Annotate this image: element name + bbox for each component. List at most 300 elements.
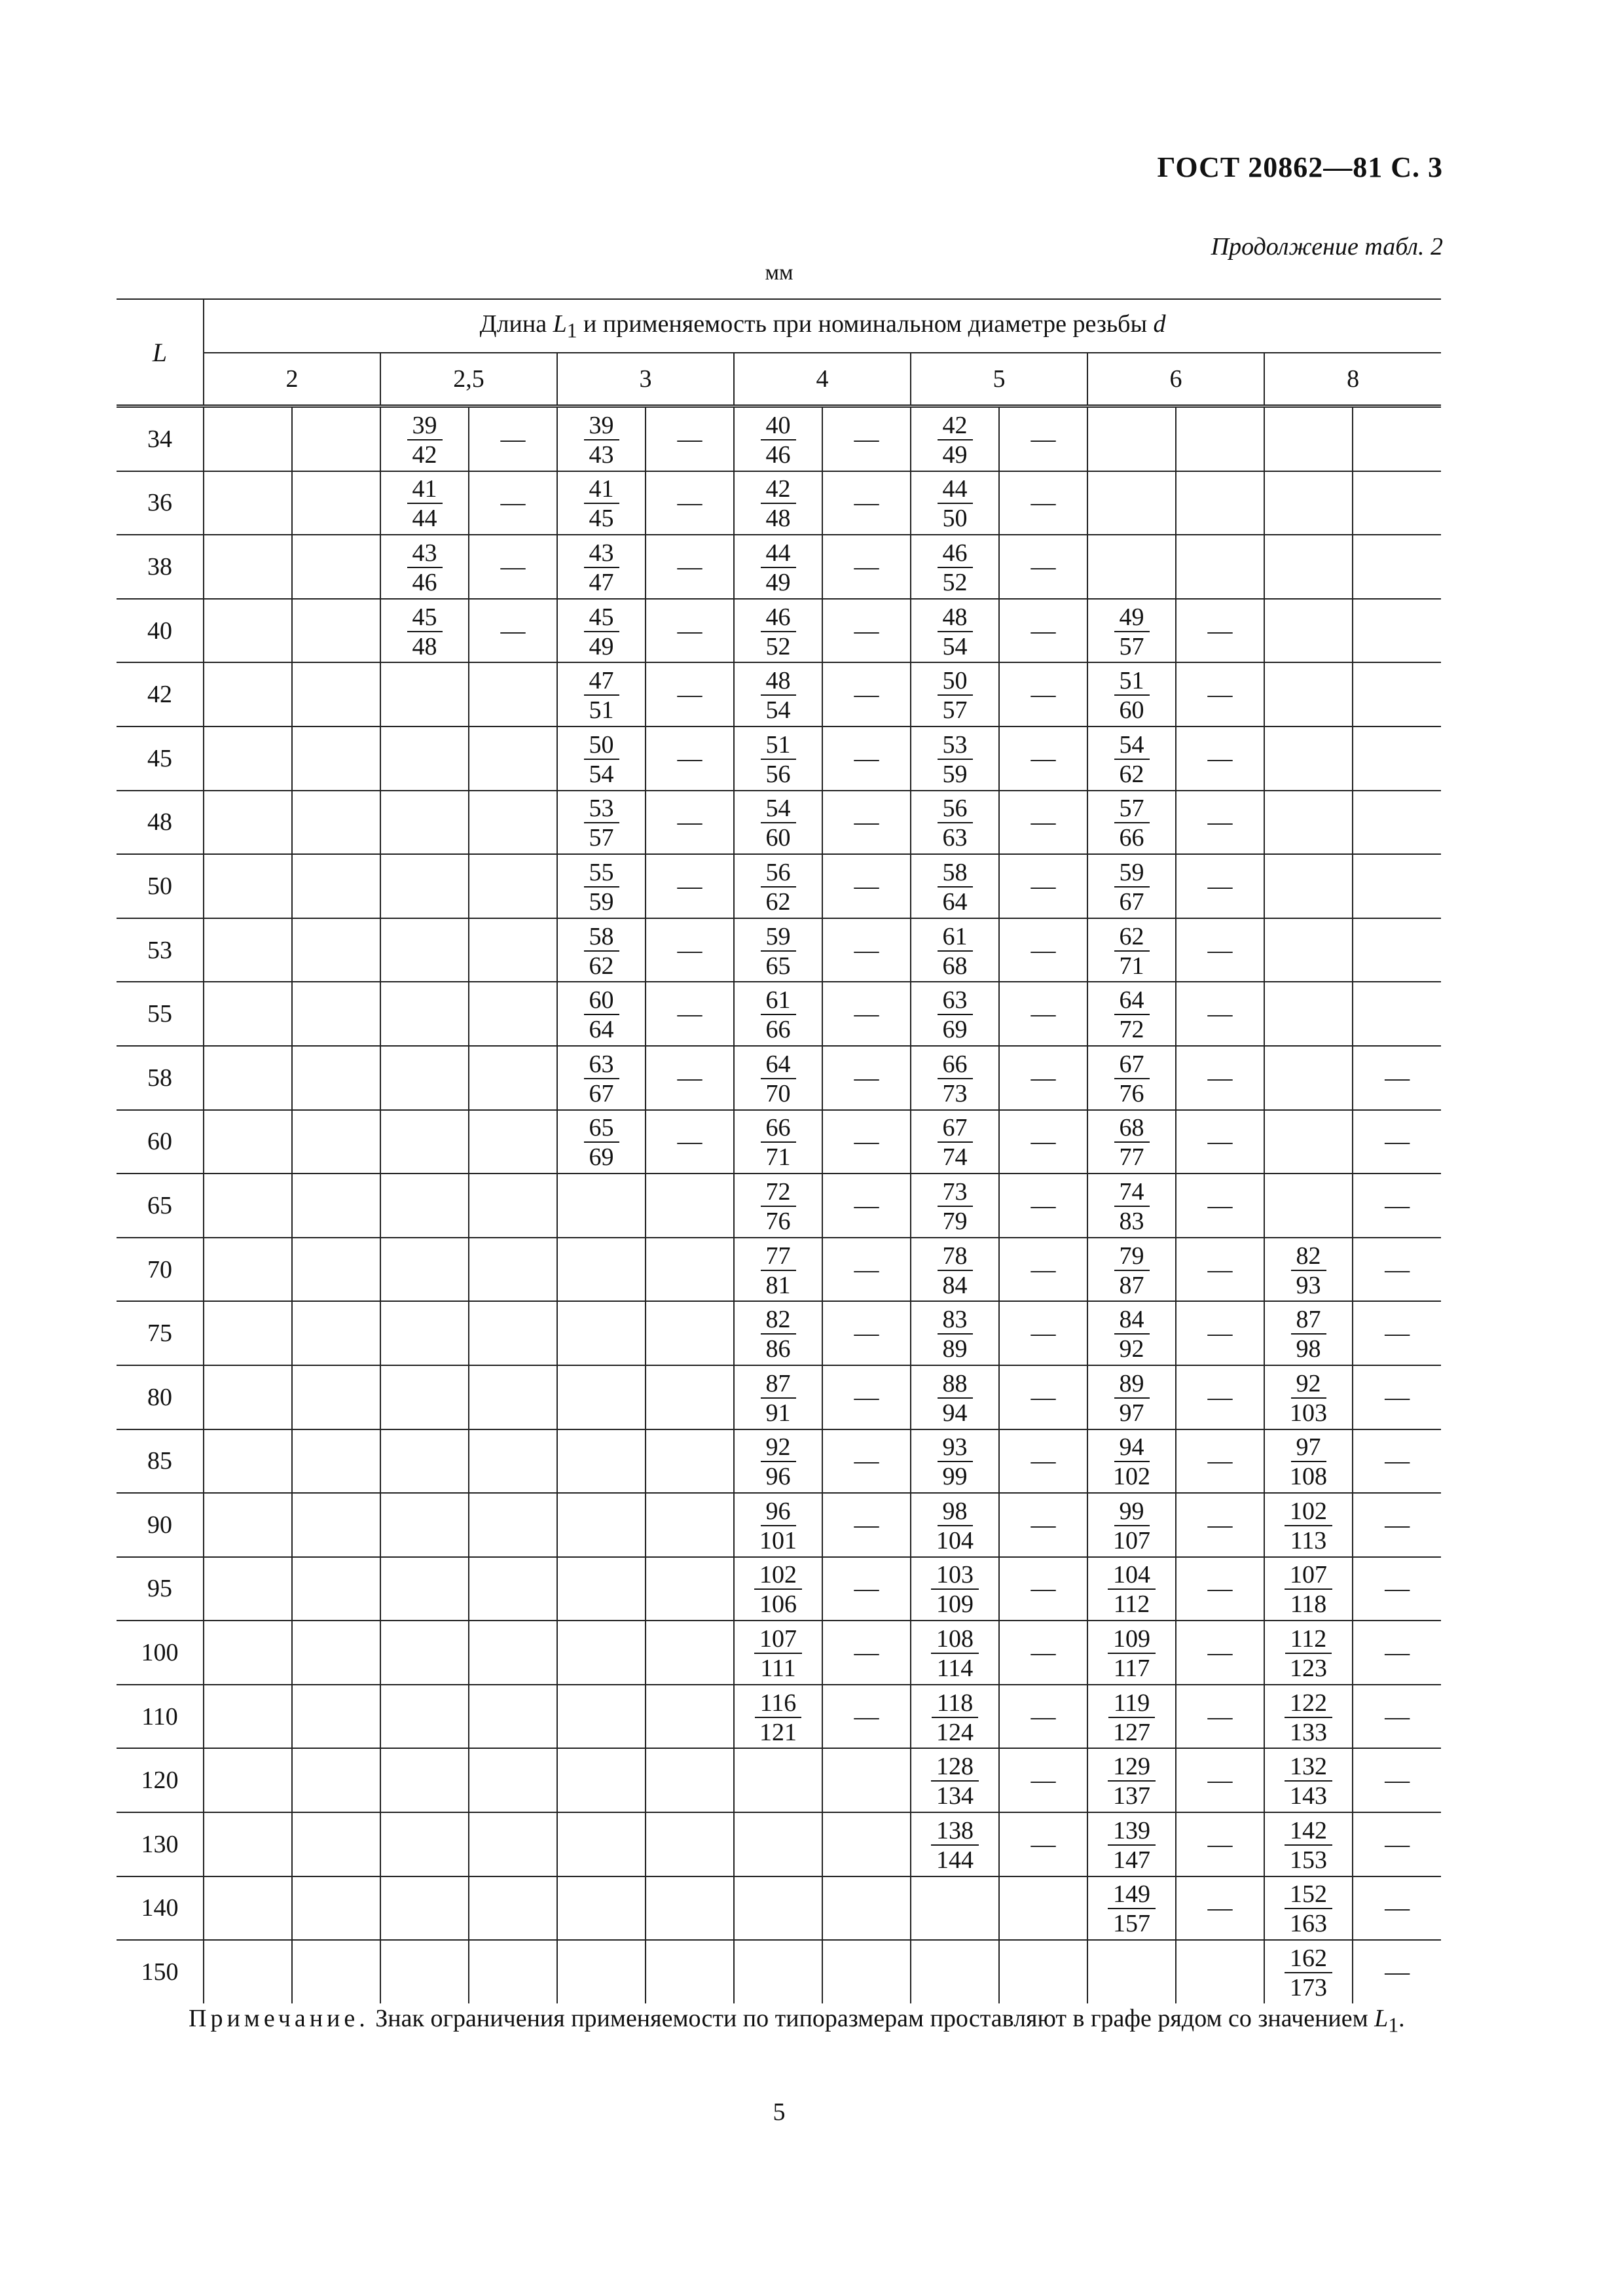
restriction-dash: — — [677, 1000, 702, 1028]
length-cell — [380, 982, 469, 1046]
applicability-cell — [646, 1876, 734, 1941]
length-cell — [557, 1685, 646, 1749]
length-cell — [557, 1110, 646, 1174]
restriction-dash: — — [1030, 617, 1056, 645]
restriction-dash: — — [1030, 1575, 1056, 1603]
document-header: ГОСТ 20862—81 С. 3 — [1157, 151, 1443, 183]
applicability-cell — [292, 1110, 380, 1174]
l-value: 70 — [117, 1238, 204, 1302]
restriction-dash: — — [677, 872, 702, 900]
fraction-denominator: 81 — [765, 1271, 791, 1299]
length-cell — [1264, 1493, 1353, 1557]
l-value: 36 — [117, 471, 204, 535]
fraction-denominator: 173 — [1290, 1974, 1327, 2002]
applicability-cell — [822, 1046, 911, 1110]
table-row — [117, 1174, 1441, 1238]
fraction-numerator: 58 — [938, 860, 973, 888]
fraction-denominator: 89 — [942, 1335, 968, 1363]
restriction-dash: — — [1385, 1255, 1410, 1283]
fraction-denominator: 143 — [1290, 1782, 1327, 1810]
restriction-dash: — — [1207, 808, 1233, 836]
restriction-dash: — — [854, 1000, 879, 1028]
applicability-cell — [1353, 726, 1441, 791]
applicability-cell — [292, 918, 380, 982]
table-row — [117, 1429, 1441, 1494]
restriction-dash: — — [1207, 1255, 1233, 1283]
restriction-dash: — — [1030, 872, 1056, 900]
restriction-dash: — — [854, 1064, 879, 1092]
fraction-denominator: 48 — [765, 505, 791, 533]
length-fraction — [1291, 1244, 1326, 1298]
length-fraction — [761, 988, 796, 1042]
restriction-dash: — — [1385, 1830, 1410, 1858]
length-cell — [1264, 1812, 1353, 1876]
length-cell — [380, 471, 469, 535]
applicability-cell — [292, 1174, 380, 1238]
fraction-numerator: 89 — [1114, 1371, 1150, 1399]
applicability-cell — [469, 1621, 557, 1685]
length-fraction — [584, 476, 619, 531]
fraction-denominator: 64 — [942, 888, 968, 916]
fraction-numerator: 87 — [1291, 1307, 1326, 1335]
length-fraction — [1114, 1244, 1150, 1298]
length-fraction — [1108, 1882, 1156, 1936]
restriction-dash: — — [1030, 1830, 1056, 1858]
applicability-cell — [1176, 1365, 1264, 1429]
table-row — [117, 1365, 1441, 1429]
length-cell — [380, 791, 469, 855]
applicability-cell — [646, 1110, 734, 1174]
restriction-dash: — — [1207, 1064, 1233, 1092]
fraction-denominator: 84 — [942, 1271, 968, 1299]
fraction-denominator: 137 — [1113, 1782, 1150, 1810]
fraction-numerator: 96 — [761, 1499, 796, 1526]
l-value: 60 — [117, 1110, 204, 1174]
applicability-cell — [1176, 1429, 1264, 1494]
length-fraction — [759, 1499, 797, 1553]
restriction-dash: — — [1030, 744, 1056, 772]
length-cell — [1264, 406, 1353, 471]
length-cell — [911, 471, 999, 535]
length-cell — [1264, 1365, 1353, 1429]
applicability-cell — [1353, 1557, 1441, 1621]
length-cell — [1264, 982, 1353, 1046]
length-cell — [380, 599, 469, 663]
length-cell — [1087, 726, 1176, 791]
length-cell — [204, 662, 292, 726]
length-cell — [1264, 791, 1353, 855]
table-row — [117, 791, 1441, 855]
restriction-dash: — — [1030, 1447, 1056, 1475]
fraction-denominator: 91 — [765, 1399, 791, 1427]
applicability-cell — [646, 662, 734, 726]
length-cell — [557, 918, 646, 982]
fraction-denominator: 97 — [1119, 1399, 1144, 1427]
length-cell — [734, 1621, 822, 1685]
applicability-cell — [292, 535, 380, 599]
fraction-numerator: 63 — [584, 1052, 619, 1079]
applicability-cell — [469, 1046, 557, 1110]
table-row — [117, 1046, 1441, 1110]
fraction-denominator: 70 — [765, 1079, 791, 1107]
restriction-dash: — — [677, 681, 702, 709]
restriction-dash: — — [677, 744, 702, 772]
fraction-numerator: 50 — [938, 668, 973, 696]
length-cell — [1087, 1238, 1176, 1302]
applicability-cell — [646, 599, 734, 663]
fraction-numerator: 84 — [1114, 1307, 1150, 1335]
length-fraction — [938, 476, 973, 531]
length-fraction — [584, 541, 619, 595]
length-cell — [380, 535, 469, 599]
length-cell — [1264, 1621, 1353, 1685]
applicability-cell — [1353, 662, 1441, 726]
length-cell — [204, 1365, 292, 1429]
length-cell — [734, 1940, 822, 2003]
length-fraction — [1114, 860, 1150, 914]
length-cell — [734, 726, 822, 791]
table-row — [117, 1110, 1441, 1174]
fraction-denominator: 67 — [589, 1079, 614, 1107]
applicability-cell — [999, 1046, 1087, 1110]
fraction-denominator: 121 — [759, 1718, 797, 1746]
applicability-cell — [646, 1748, 734, 1812]
table-row — [117, 1493, 1441, 1557]
applicability-cell — [1353, 1493, 1441, 1557]
length-table — [117, 298, 1441, 2003]
applicability-cell — [646, 1046, 734, 1110]
length-cell — [204, 1238, 292, 1302]
applicability-cell — [469, 1685, 557, 1749]
length-cell — [204, 1876, 292, 1941]
length-fraction — [761, 413, 796, 467]
length-fraction — [1285, 1626, 1332, 1681]
length-fraction — [584, 924, 619, 978]
applicability-cell — [469, 406, 557, 471]
fraction-denominator: 47 — [589, 568, 614, 596]
fraction-numerator: 152 — [1285, 1882, 1332, 1909]
applicability-cell — [292, 1621, 380, 1685]
diameter-header: 2,5 — [380, 353, 557, 406]
table-continuation-label: Продолжение табл. 2 — [1211, 233, 1443, 260]
length-cell — [1264, 662, 1353, 726]
applicability-cell — [1353, 535, 1441, 599]
applicability-cell — [999, 1301, 1087, 1365]
applicability-cell — [1353, 1621, 1441, 1685]
applicability-cell — [1176, 1110, 1264, 1174]
length-cell — [1087, 1940, 1176, 2003]
l-value: 48 — [117, 791, 204, 855]
fraction-denominator: 103 — [1290, 1399, 1327, 1427]
applicability-cell — [1176, 1557, 1264, 1621]
length-cell — [1264, 1429, 1353, 1494]
applicability-cell — [469, 1174, 557, 1238]
table-row — [117, 1621, 1441, 1685]
applicability-cell — [999, 1365, 1087, 1429]
fraction-numerator: 128 — [931, 1754, 979, 1782]
length-cell — [204, 918, 292, 982]
length-cell — [911, 406, 999, 471]
length-cell — [557, 1301, 646, 1365]
applicability-cell — [1176, 1748, 1264, 1812]
fraction-numerator: 116 — [755, 1691, 802, 1718]
fraction-numerator: 54 — [761, 796, 796, 823]
applicability-cell — [999, 406, 1087, 471]
fraction-denominator: 108 — [1290, 1463, 1327, 1491]
restriction-dash: — — [854, 1128, 879, 1156]
restriction-dash: — — [854, 936, 879, 964]
fraction-numerator: 59 — [761, 924, 796, 952]
applicability-cell — [999, 1876, 1087, 1941]
length-cell — [204, 535, 292, 599]
applicability-cell — [1353, 791, 1441, 855]
fraction-numerator: 42 — [938, 413, 973, 440]
applicability-cell — [1353, 1301, 1441, 1365]
length-cell — [911, 726, 999, 791]
applicability-cell — [469, 471, 557, 535]
applicability-cell — [292, 791, 380, 855]
length-cell — [1087, 1685, 1176, 1749]
restriction-dash: — — [1385, 1511, 1410, 1539]
length-fraction — [1114, 668, 1150, 723]
fraction-numerator: 132 — [1285, 1754, 1332, 1782]
fraction-denominator: 68 — [942, 952, 968, 980]
applicability-cell — [646, 1812, 734, 1876]
restriction-dash: — — [854, 1702, 879, 1731]
applicability-cell — [292, 1365, 380, 1429]
restriction-dash: — — [854, 808, 879, 836]
fraction-numerator: 72 — [761, 1179, 796, 1207]
length-cell — [204, 1812, 292, 1876]
table-row — [117, 1876, 1441, 1941]
applicability-cell — [469, 1748, 557, 1812]
fraction-denominator: 60 — [765, 824, 791, 852]
length-fraction — [1285, 1882, 1332, 1936]
l-value: 42 — [117, 662, 204, 726]
fraction-denominator: 114 — [936, 1655, 974, 1683]
length-fraction — [938, 1179, 973, 1234]
length-cell — [1087, 791, 1176, 855]
fraction-numerator: 107 — [754, 1626, 802, 1654]
length-cell — [911, 1940, 999, 2003]
applicability-cell — [999, 599, 1087, 663]
length-fraction — [938, 1115, 973, 1170]
length-cell — [734, 599, 822, 663]
applicability-cell — [469, 1493, 557, 1557]
fraction-denominator: 134 — [936, 1782, 974, 1810]
fraction-numerator: 87 — [761, 1371, 796, 1399]
fraction-denominator: 93 — [1296, 1271, 1321, 1299]
restriction-dash: — — [1030, 1383, 1056, 1411]
length-cell — [1087, 1621, 1176, 1685]
fraction-numerator: 98 — [938, 1499, 973, 1526]
applicability-cell — [1353, 1046, 1441, 1110]
length-cell — [204, 1748, 292, 1812]
applicability-cell — [1176, 1174, 1264, 1238]
length-fraction — [1114, 924, 1150, 978]
length-cell — [1087, 406, 1176, 471]
applicability-cell — [469, 1238, 557, 1302]
restriction-dash: — — [1030, 936, 1056, 964]
restriction-dash: — — [854, 1383, 879, 1411]
applicability-cell — [292, 1748, 380, 1812]
length-fraction — [761, 605, 796, 659]
restriction-dash: — — [854, 552, 879, 581]
length-fraction — [936, 1499, 974, 1553]
fraction-denominator: 52 — [765, 632, 791, 660]
applicability-cell — [292, 662, 380, 726]
l-value: 85 — [117, 1429, 204, 1494]
length-cell — [380, 406, 469, 471]
length-fraction — [1114, 1052, 1150, 1106]
fraction-denominator: 71 — [1119, 952, 1144, 980]
applicability-cell — [292, 982, 380, 1046]
applicability-cell — [469, 599, 557, 663]
l-value: 130 — [117, 1812, 204, 1876]
restriction-dash: — — [1207, 681, 1233, 709]
l-value: 150 — [117, 1940, 204, 2003]
length-fraction — [1113, 1435, 1150, 1489]
applicability-cell — [822, 1110, 911, 1174]
fraction-denominator: 106 — [759, 1590, 797, 1619]
length-fraction — [938, 1371, 973, 1426]
restriction-dash: — — [854, 744, 879, 772]
restriction-dash: — — [1385, 1064, 1410, 1092]
fraction-numerator: 78 — [938, 1244, 973, 1271]
applicability-cell — [469, 662, 557, 726]
fraction-denominator: 66 — [1119, 824, 1144, 852]
length-cell — [911, 854, 999, 918]
fraction-numerator: 102 — [1285, 1499, 1332, 1526]
fraction-numerator: 50 — [584, 732, 619, 760]
fraction-numerator: 43 — [407, 541, 443, 568]
applicability-cell — [1176, 1238, 1264, 1302]
length-cell — [1087, 1301, 1176, 1365]
l-value: 55 — [117, 982, 204, 1046]
applicability-cell — [1176, 406, 1264, 471]
restriction-dash: — — [1385, 1702, 1410, 1731]
restriction-dash: — — [1207, 1128, 1233, 1156]
restriction-dash: — — [1207, 1830, 1233, 1858]
length-fraction — [938, 1052, 973, 1106]
length-cell — [734, 662, 822, 726]
length-cell — [734, 1365, 822, 1429]
length-cell — [557, 982, 646, 1046]
restriction-dash: — — [677, 936, 702, 964]
fraction-denominator: 54 — [765, 696, 791, 725]
restriction-dash: — — [1385, 1639, 1410, 1667]
length-fraction — [1114, 1179, 1150, 1234]
fraction-denominator: 113 — [1290, 1526, 1327, 1554]
applicability-cell — [469, 1876, 557, 1941]
applicability-cell — [469, 1557, 557, 1621]
fraction-denominator: 102 — [1113, 1463, 1150, 1491]
applicability-cell — [1176, 1812, 1264, 1876]
restriction-dash: — — [1385, 1447, 1410, 1475]
length-cell — [734, 1301, 822, 1365]
applicability-cell — [822, 1557, 911, 1621]
l-value: 50 — [117, 854, 204, 918]
fraction-denominator: 76 — [1119, 1079, 1144, 1107]
length-cell — [1087, 1429, 1176, 1494]
applicability-cell — [822, 1493, 911, 1557]
applicability-cell — [999, 791, 1087, 855]
diameter-header: 2 — [204, 353, 380, 406]
restriction-dash: — — [1385, 1958, 1410, 1986]
fraction-denominator: 118 — [1290, 1590, 1327, 1619]
length-cell — [557, 791, 646, 855]
fraction-numerator: 79 — [1114, 1244, 1150, 1271]
length-cell — [734, 1812, 822, 1876]
length-cell — [911, 1238, 999, 1302]
fraction-numerator: 51 — [761, 732, 796, 760]
fraction-numerator: 58 — [584, 924, 619, 952]
length-cell — [1264, 599, 1353, 663]
fraction-numerator: 53 — [584, 796, 619, 823]
length-cell — [1087, 535, 1176, 599]
length-cell — [380, 1174, 469, 1238]
fraction-denominator: 62 — [1119, 760, 1144, 788]
restriction-dash: — — [854, 617, 879, 645]
restriction-dash: — — [1030, 489, 1056, 517]
length-cell — [557, 662, 646, 726]
length-cell — [1264, 471, 1353, 535]
restriction-dash: — — [1385, 1191, 1410, 1219]
fraction-denominator: 56 — [765, 760, 791, 788]
fraction-denominator: 64 — [589, 1016, 614, 1044]
length-fraction — [1108, 1818, 1156, 1873]
units-label: мм — [765, 260, 793, 285]
applicability-cell — [1176, 599, 1264, 663]
length-cell — [1264, 1238, 1353, 1302]
applicability-cell — [822, 471, 911, 535]
fraction-numerator: 122 — [1285, 1691, 1332, 1718]
applicability-cell — [646, 1621, 734, 1685]
length-cell — [734, 854, 822, 918]
length-cell — [1087, 599, 1176, 663]
applicability-cell — [1176, 726, 1264, 791]
table-row — [117, 599, 1441, 663]
length-cell — [911, 1174, 999, 1238]
applicability-cell — [292, 1940, 380, 2003]
applicability-cell — [646, 1174, 734, 1238]
applicability-cell — [999, 1238, 1087, 1302]
length-fraction — [931, 1626, 979, 1681]
fraction-numerator: 112 — [1285, 1626, 1332, 1654]
fraction-numerator: 45 — [584, 605, 619, 632]
fraction-numerator: 56 — [938, 796, 973, 823]
restriction-dash: — — [1207, 1447, 1233, 1475]
length-cell — [557, 1046, 646, 1110]
fraction-denominator: 133 — [1290, 1718, 1327, 1746]
length-cell — [1087, 1876, 1176, 1941]
restriction-dash: — — [1207, 617, 1233, 645]
restriction-dash: — — [854, 489, 879, 517]
restriction-dash: — — [1030, 1000, 1056, 1028]
length-cell — [911, 1110, 999, 1174]
restriction-dash: — — [1207, 1191, 1233, 1219]
table-row — [117, 1748, 1441, 1812]
length-cell — [380, 662, 469, 726]
length-cell — [911, 918, 999, 982]
applicability-cell — [292, 1876, 380, 1941]
restriction-dash: — — [854, 681, 879, 709]
length-cell — [380, 918, 469, 982]
length-cell — [1087, 1365, 1176, 1429]
applicability-cell — [1176, 918, 1264, 982]
length-cell — [557, 1876, 646, 1941]
applicability-cell — [822, 1301, 911, 1365]
